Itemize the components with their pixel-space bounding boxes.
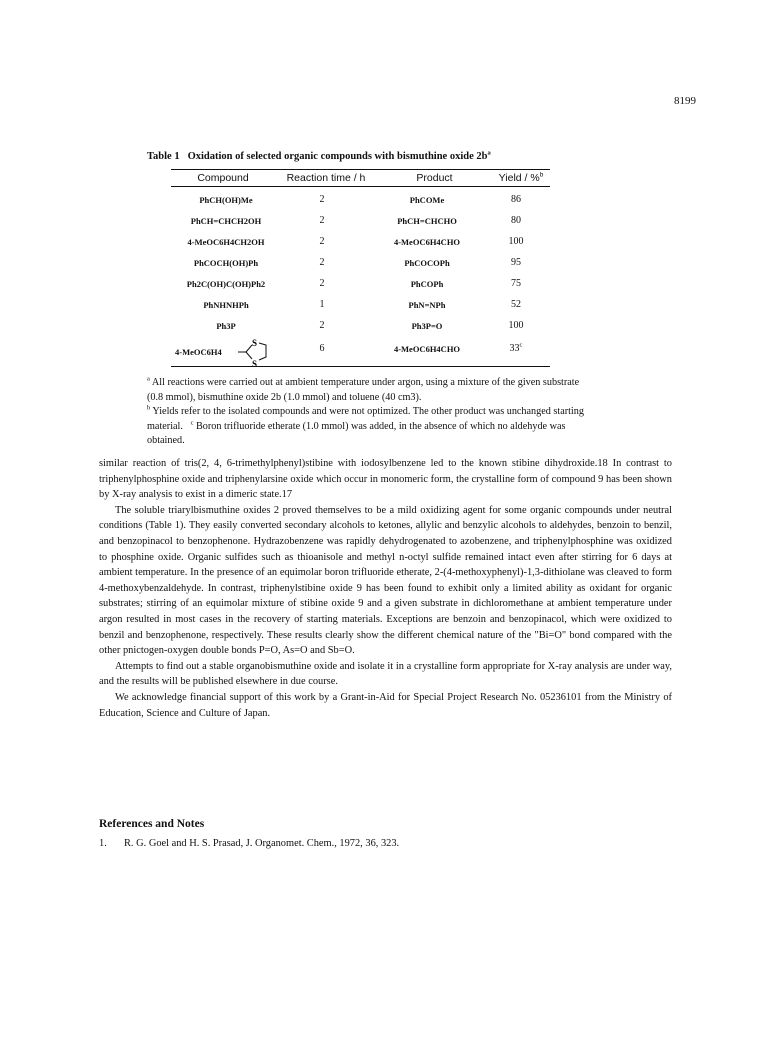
table-cell-product: PhCOPh xyxy=(410,279,444,289)
reference-text: R. G. Goel and H. S. Prasad, J. Organomet. Chem., 1972, 36, 323. xyxy=(124,838,400,849)
table-row xyxy=(171,297,550,317)
table-cell-time: 2 xyxy=(319,278,325,289)
dithiolane-sulfur-lower: S xyxy=(252,359,258,368)
table-cell-time: 6 xyxy=(319,343,325,354)
footnote-a-text: All reactions were carried out at ambient temperature under argon, using a mixture of the given substrate (0.8 mmol), bismuthine oxide 2b (1.0 mmol) and toluene (40 cm3). xyxy=(147,377,580,403)
paragraph-4: We acknowledge financial support of this work by a Grant-in-Aid for Special Project Research No. 05236101 from the Ministry of Education, Science and Culture of Japan. xyxy=(99,691,672,719)
footnote-b-c xyxy=(147,405,587,449)
table-cell-time: 2 xyxy=(319,236,325,247)
table-cell-yield: 100 xyxy=(508,236,524,247)
table-cell-time: 1 xyxy=(319,299,325,310)
table-bottom-rule xyxy=(171,366,550,367)
reference-item xyxy=(99,838,399,849)
table-cell-compound: PhNHNHPh xyxy=(203,300,249,310)
table-cell-compound: PhCH=CHCH2OH xyxy=(190,216,262,226)
table-cell-compound: Ph2C(OH)C(OH)Ph2 xyxy=(186,279,266,289)
paragraph-1: similar reaction of tris(2, 4, 6-trimethylphenyl)stibine with iodosylbenzene led to the known stibine dihydroxide.18 In contrast to triphenylphosphine oxide and triphenylarsine oxide which occur in monomeric form, the crystalline form of compound 9 has been shown by X-ray analysis to exist in a dimeric state.17 xyxy=(99,458,672,501)
column-header-reaction-time: Reaction time / h xyxy=(286,172,366,184)
table-cell-yield: 80 xyxy=(511,215,521,226)
table-row xyxy=(171,318,550,338)
body-text xyxy=(99,456,672,721)
table-cell-product: Ph3P=O xyxy=(411,321,443,331)
footnote-b-text: Yields refer to the isolated compounds and were not optimized. The other product was unchanged starting material. xyxy=(147,406,584,432)
table-cell-product: 4-MeOC6H4CHO xyxy=(393,237,461,247)
table-cell-product: PhCOCOPh xyxy=(404,258,450,268)
table-cell-time: 2 xyxy=(319,215,325,226)
dithiolane-prefix: 4-MeOC6H4 xyxy=(175,347,222,357)
footnote-a xyxy=(147,376,587,405)
table-cell-yield-mark: c xyxy=(519,341,523,349)
table-row xyxy=(171,213,550,233)
table-caption-mark: a xyxy=(487,149,491,157)
reference-number: 1. xyxy=(99,838,107,849)
table-cell-yield: 86 xyxy=(511,194,521,205)
table-cell-compound: 4-MeOC6H4CH2OH xyxy=(187,237,265,247)
table-row xyxy=(171,192,550,212)
table-cell-compound: Ph3P xyxy=(216,321,236,331)
footnote-c-text: Boron trifluoride etherate (1.0 mmol) was added, in the absence of which no aldehyde was obtained. xyxy=(147,420,566,446)
footnote-b-mark: b xyxy=(147,404,151,412)
table-cell-yield: 100 xyxy=(508,320,524,331)
paragraph-2: The soluble triarylbismuthine oxides 2 proved themselves to be a mild oxidizing agent for some organic compounds under neutral conditions (Table 1). They easily converted secondary alcohols to ketones, allylic and benzylic alcohols to aldehydes, benzoin to benzil, and benzopinacol to benzophenone. Hydrazobenzene was rapidly dehydrogenated to azobenzene, and triphenylphosphine was oxidized to phosphine oxide. Organic sulfides such as thioanisole and methyl n-octyl sulfide remained intact even after stirring for 6 days at ambient temperature. In the presence of an equimolar boron trifluoride etherate, 2-(4-methoxyphenyl)-1,3-dithiolane was cleaved to form 4-methoxybenzaldehyde. In contrast, triphenylstibine oxide 9 has been found to exhibit only a limited ability as oxidant for organic substrates; stirring of an equimolar mixture of stibine oxide 9 and a given substrate in dichloromethane at ambient temperature under argon resulted in most cases in the recovery of starting materials. Exceptions are benzoin and benzopinacol, which were oxidized to benzil and benzophenone, respectively. These results clearly show the different chemical nature of the "Bi=O" bond compared with the other pnictogen-oxygen double bonds P=O, As=O and Sb=O. xyxy=(99,504,672,657)
table-caption xyxy=(147,151,647,162)
footnote-a-mark: a xyxy=(147,375,150,383)
table-cell-compound: PhCOCH(OH)Ph xyxy=(193,258,259,268)
table-label: Table 1 xyxy=(147,151,180,162)
footnote-c-mark: c xyxy=(190,419,194,427)
table-cell-product: PhCH=CHCHO xyxy=(397,216,457,226)
table-top-rule xyxy=(171,169,550,170)
table-header-rule xyxy=(171,186,550,187)
table-footnotes xyxy=(147,376,587,449)
references-heading: References and Notes xyxy=(99,818,205,830)
column-header-yield-mark: b xyxy=(539,171,544,179)
dithiolane-sulfur-upper: S xyxy=(252,338,258,348)
table-cell-product: PhCOMe xyxy=(409,195,445,205)
table-cell-yield: 95 xyxy=(511,257,521,268)
table-cell-yield-value: 33 xyxy=(509,343,520,354)
table-caption-text: Oxidation of selected organic compounds with bismuthine oxide 2b xyxy=(187,151,488,162)
column-header-yield-text: Yield / % xyxy=(498,172,540,184)
table-row xyxy=(171,341,550,361)
column-header-compound: Compound xyxy=(197,172,249,184)
table-cell-yield xyxy=(487,341,545,357)
table-cell-yield: 75 xyxy=(511,278,521,289)
table-cell-yield: 52 xyxy=(511,299,521,310)
table-cell-product: PhN=NPh xyxy=(408,300,446,310)
page-number: 8199 xyxy=(674,95,696,107)
table-cell-product: 4-MeOC6H4CHO xyxy=(393,344,461,354)
table-cell-time: 2 xyxy=(319,194,325,205)
column-header-product: Product xyxy=(416,172,453,184)
paragraph-3: Attempts to find out a stable organobismuthine oxide and isolate it in a crystalline form appropriate for X-ray analysis are under way, and the results will be published elsewhere in due course. xyxy=(99,660,672,688)
column-header-yield xyxy=(492,172,550,184)
table-cell-compound: PhCH(OH)Me xyxy=(199,195,253,205)
table-cell-time: 2 xyxy=(319,257,325,268)
table-row xyxy=(171,234,550,254)
table-row xyxy=(171,276,550,296)
table-row xyxy=(171,255,550,275)
table-cell-time: 2 xyxy=(319,320,325,331)
